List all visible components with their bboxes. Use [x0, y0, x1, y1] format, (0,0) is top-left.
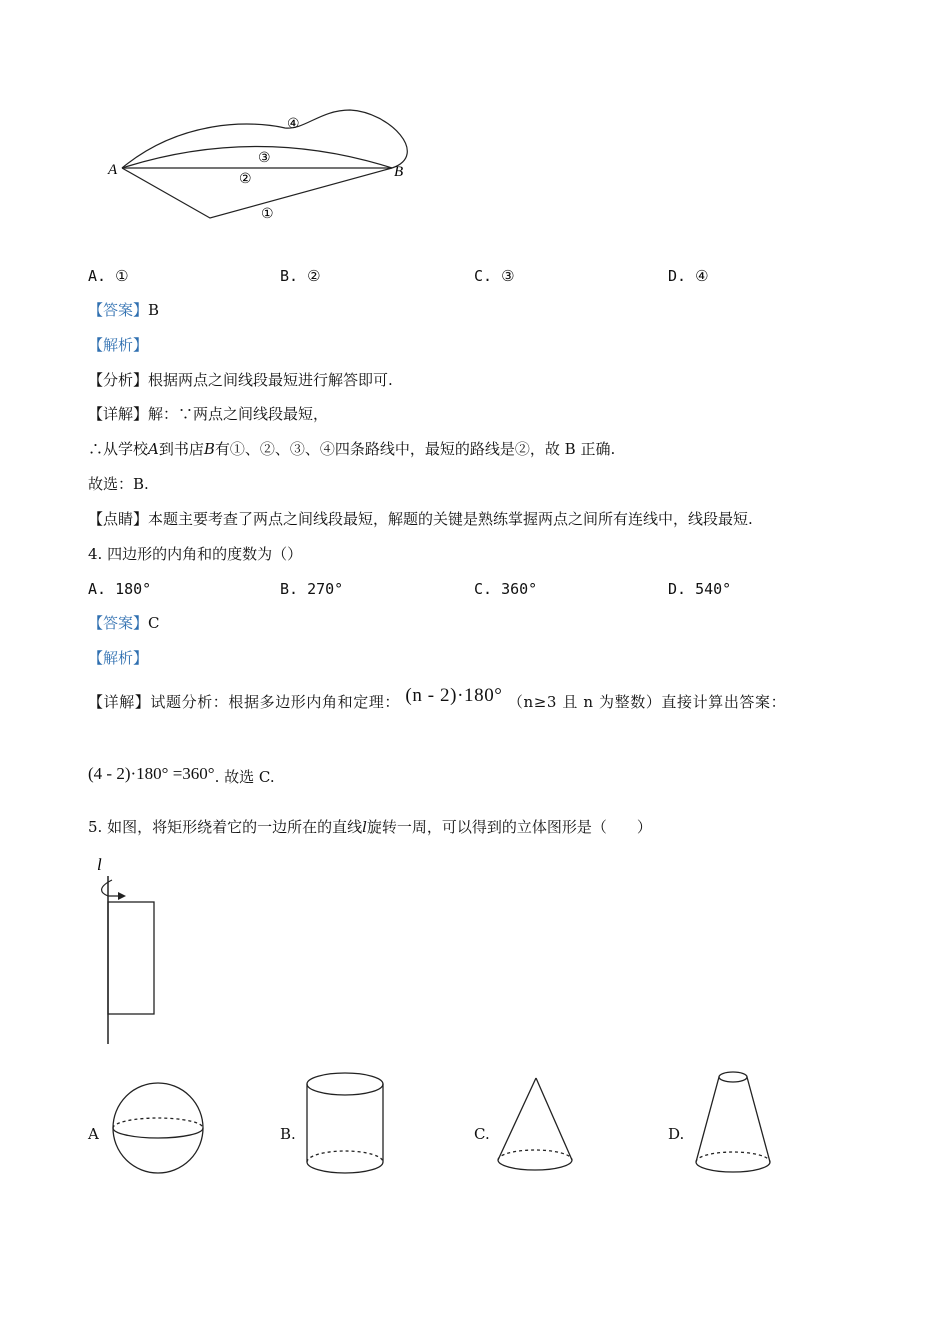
q4-detail: [88, 685, 787, 712]
xiangjie-text: 解：∵两点之间线段最短，: [148, 405, 329, 423]
q3-reasoning: [88, 439, 615, 459]
q4-option-c: C. 360°: [474, 580, 538, 598]
formula: (n - 2)·180°: [405, 685, 503, 706]
dianjing-tag: 【点睛】: [88, 510, 149, 528]
q4-option-b: B. 270°: [280, 580, 344, 598]
axis-label: l: [97, 855, 102, 874]
q4-option-d: D. 540°: [668, 580, 732, 598]
route-figure: [100, 100, 420, 230]
q4-stem: 4. 四边形的内角和的度数为（）: [88, 545, 303, 563]
q3-option-d: D. ④: [668, 267, 709, 285]
reasoning-part-2: 到书店: [158, 440, 204, 458]
q5-option-d-label: D.: [668, 1125, 685, 1143]
route-3-arc: [122, 147, 392, 169]
q3-option-c: C. ③: [474, 267, 515, 285]
q3-xiangjie: [88, 404, 328, 424]
dianjing-text: 本题主要考查了两点之间线段最短，解题的关键是熟练掌握两点之间所有连线中，线段最短.: [148, 510, 753, 528]
fenxi-text: 根据两点之间线段最短进行解答即可.: [148, 371, 393, 389]
q3-dianjing: [88, 509, 753, 529]
reasoning-part-1: ∴从学校: [88, 440, 149, 458]
route-2-label: ②: [239, 172, 252, 187]
rotation-arrow-icon: [102, 880, 118, 896]
calc-formula: (4 - 2)·180° =360°: [88, 764, 215, 783]
cone-figure: [494, 1074, 576, 1176]
sphere-figure: [108, 1078, 208, 1178]
answer-value: B: [148, 301, 160, 319]
answer-tag: 【答案】: [88, 301, 149, 319]
answer-value: C: [148, 614, 160, 632]
calc-tail: . 故选 C.: [214, 768, 275, 786]
q4-calc: [88, 764, 275, 787]
rotation-arrowhead-icon: [118, 892, 126, 900]
q4-analysis-tag: 【解析】: [88, 649, 149, 667]
rectangle-shape: [108, 902, 154, 1014]
q3-fenxi: [88, 370, 393, 390]
answer-tag: 【答案】: [88, 614, 149, 632]
q3-analysis-tag: 【解析】: [88, 336, 149, 354]
detail-text-1: 试题分析：根据多边形内角和定理：: [150, 693, 401, 711]
q5-option-c-label: C.: [474, 1125, 490, 1143]
route-1-polyline: [122, 168, 392, 218]
point-b-label: B: [394, 164, 404, 180]
frustum-figure: [692, 1068, 776, 1180]
q5-stem: [88, 817, 652, 837]
q3-option-b: B. ②: [280, 267, 321, 285]
detail-tag: 【详解】: [88, 693, 151, 711]
point-a-label: A: [108, 162, 118, 178]
q5-stem-part-1: 5. 如图，将矩形绕着它的一边所在的直线: [88, 818, 363, 836]
var-b: B: [203, 440, 215, 458]
xiangjie-tag: 【详解】: [88, 405, 149, 423]
q5-option-b-label: B.: [280, 1125, 296, 1143]
q5-stem-part-2: 旋转一周，可以得到的立体图形是（ ）: [366, 818, 652, 836]
q3-choice: 故选：B.: [88, 475, 149, 493]
cylinder-figure: [302, 1068, 390, 1180]
route-1-label: ①: [261, 207, 274, 222]
var-l: l: [362, 818, 367, 836]
rotation-figure: [88, 852, 178, 1048]
detail-text-2: （n≥3 且 n 为整数）直接计算出答案：: [507, 693, 787, 711]
q3-option-a: A. ①: [88, 267, 129, 285]
route-3-label: ③: [258, 151, 271, 166]
var-a: A: [148, 440, 159, 458]
q3-answer: [88, 300, 159, 320]
fenxi-tag: 【分析】: [88, 371, 149, 389]
q5-option-a-label: A: [88, 1125, 99, 1143]
reasoning-part-3: 有①、②、③、④四条路线中，最短的路线是②，故 B 正确.: [214, 440, 616, 458]
route-4-label: ④: [287, 117, 300, 132]
q4-answer: [88, 613, 160, 633]
q4-option-a: A. 180°: [88, 580, 152, 598]
